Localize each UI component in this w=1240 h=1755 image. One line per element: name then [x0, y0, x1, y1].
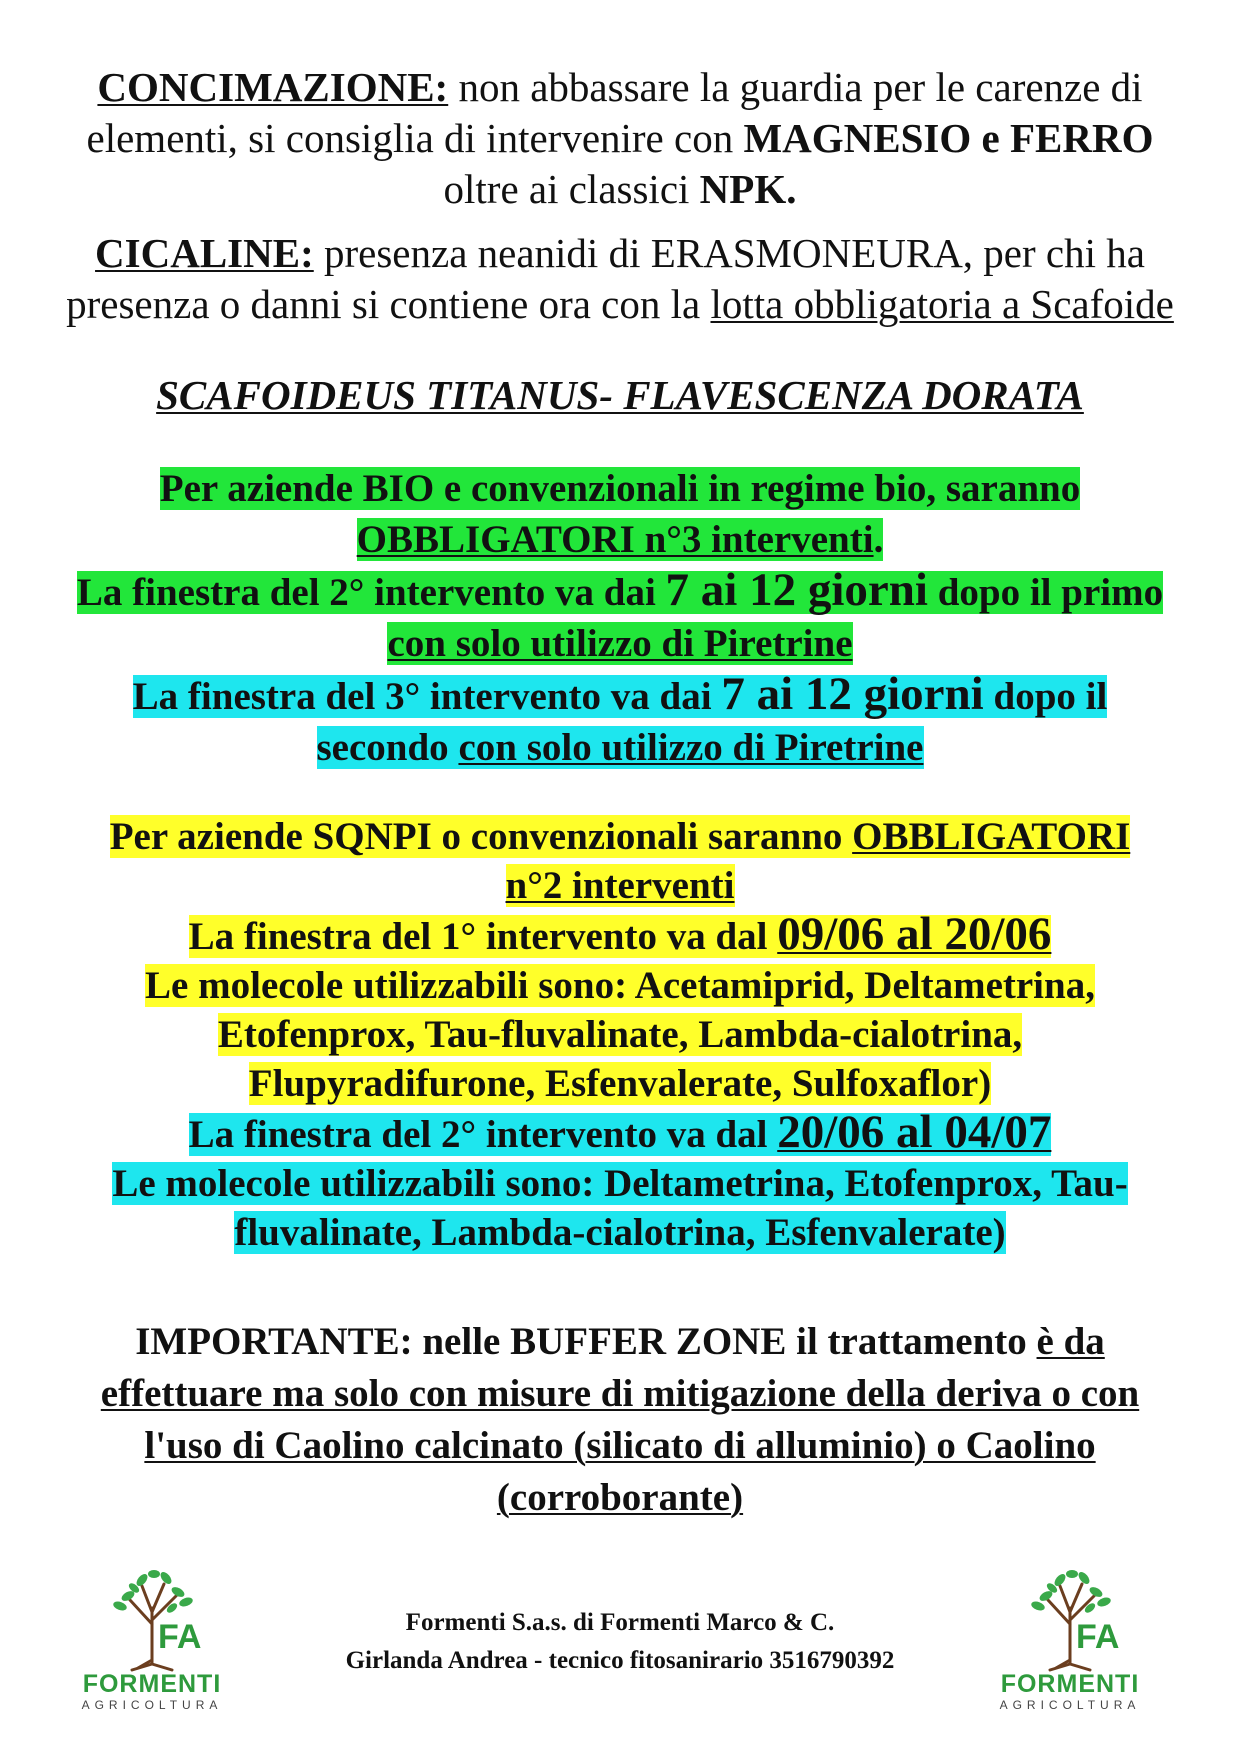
sqnpi-molecules-2: fluvalinate, Lambda-cialotrina, Esfenvalerate) [234, 1211, 1006, 1254]
logo-brand: FORMENTI [82, 1670, 222, 1698]
tree-logo-icon [990, 1568, 1150, 1672]
sqnpi-count: n°2 interventi [505, 864, 735, 907]
sqnpi-window-2-dates: 20/06 al 04/07 [777, 1106, 1052, 1158]
bio-window-3-note: con solo utilizzo di Piretrine [458, 726, 924, 769]
bio-obbligatori: OBBLIGATORI n°3 interventi [356, 518, 874, 561]
company-logo [72, 1568, 232, 1720]
sqnpi-window-2: La finestra del 2° intervento va dal 20/06 al 04/07 [188, 1106, 1052, 1158]
logo-initials: FA [1076, 1618, 1120, 1656]
important-underlined: effettuare ma solo con misure di mitigazione della deriva o con [100, 1372, 1140, 1415]
important-underlined: l'uso di Caolino calcinato (silicato di alluminio) o Caolino [144, 1424, 1096, 1467]
bio-window-3: La finestra del 3° intervento va dai 7 ai 12 giorni dopo il [132, 668, 1108, 720]
sqnpi-line: Per aziende SQNPI o convenzionali saranno OBBLIGATORI [109, 815, 1131, 858]
footer-company: Formenti S.a.s. di Formenti Marco & C. [405, 1609, 835, 1636]
sqnpi-molecules-1: Etofenprox, Tau-fluvalinate, Lambda-cialotrina, [217, 1013, 1023, 1056]
footer-contact: Girlanda Andrea - tecnico fitosanirario 3516790392 [345, 1647, 895, 1674]
tree-logo-icon [72, 1568, 232, 1672]
important-section [20, 1316, 1220, 1524]
cicaline-section [30, 228, 1210, 330]
concimazione-text: non abbassare la guardia per le carenze di [448, 64, 1143, 110]
important-underlined: è da [1036, 1320, 1105, 1363]
concimazione-heading: CONCIMAZIONE: [97, 64, 449, 110]
cicaline-text: presenza o danni si contiene ora con la [66, 281, 711, 327]
company-logo [990, 1568, 1150, 1720]
bio-window-3-days: 7 ai 12 giorni [721, 668, 984, 720]
important-underlined: (corroborante) [496, 1476, 744, 1519]
sqnpi-window-1-dates: 09/06 al 20/06 [777, 908, 1052, 960]
logo-initials: FA [158, 1618, 202, 1656]
sqnpi-obbligatori: OBBLIGATORI [852, 815, 1131, 858]
important-text: IMPORTANTE: nelle BUFFER ZONE il trattamento [135, 1320, 1037, 1363]
concimazione-bold: MAGNESIO e FERRO [743, 115, 1154, 161]
sqnpi-section [20, 812, 1220, 1257]
concimazione-text: oltre ai classici [443, 166, 700, 212]
cicaline-heading: CICALINE: [95, 230, 314, 276]
bio-section: Per aziende BIO e convenzionali in regime bio, saranno OBBLIGATORI n°3 interventi. La finestra del 2° intervento va dai 7 ai 12 giorni dopo il primo con solo utilizzo di Piretrine La finestra del 3° intervento va dai 7 ai 12 giorni dopo il secondo con solo utilizzo di Piretrine [76, 467, 1164, 769]
sqnpi-molecules-1: Le molecole utilizzabili sono: Acetamiprid, Deltametrina, [145, 964, 1095, 1007]
sqnpi-molecules-2: Le molecole utilizzabili sono: Deltametrina, Etofenprox, Tau- [112, 1162, 1128, 1205]
logo-sub: AGRICOLTURA [81, 1698, 223, 1712]
cicaline-text: presenza neanidi di ERASMONEURA, per chi ha [313, 230, 1145, 276]
cicaline-underlined-text: lotta obbligatoria a Scafoide [710, 281, 1174, 327]
concimazione-bold: NPK. [699, 166, 797, 212]
scafoideus-title: SCAFOIDEUS TITANUS- FLAVESCENZA DORATA [156, 372, 1084, 418]
concimazione-section [40, 62, 1200, 215]
bio-line: Per aziende BIO e convenzionali in regime bio, saranno [159, 467, 1081, 510]
sqnpi-molecules-1: Flupyradifurone, Esfenvalerate, Sulfoxaflor) [248, 1062, 992, 1105]
footer [280, 1604, 960, 1680]
logo-sub: AGRICOLTURA [999, 1698, 1141, 1712]
bio-window-2: La finestra del 2° intervento va dai 7 ai 12 giorni dopo il primo [76, 564, 1164, 616]
concimazione-text: elementi, si consiglia di intervenire con [86, 115, 744, 161]
bio-window-2-days: 7 ai 12 giorni [665, 564, 928, 616]
bio-window-2-note: con solo utilizzo di Piretrine [387, 622, 853, 665]
logo-brand: FORMENTI [1000, 1670, 1140, 1698]
sqnpi-window-1: La finestra del 1° intervento va dal 09/06 al 20/06 [188, 908, 1052, 960]
